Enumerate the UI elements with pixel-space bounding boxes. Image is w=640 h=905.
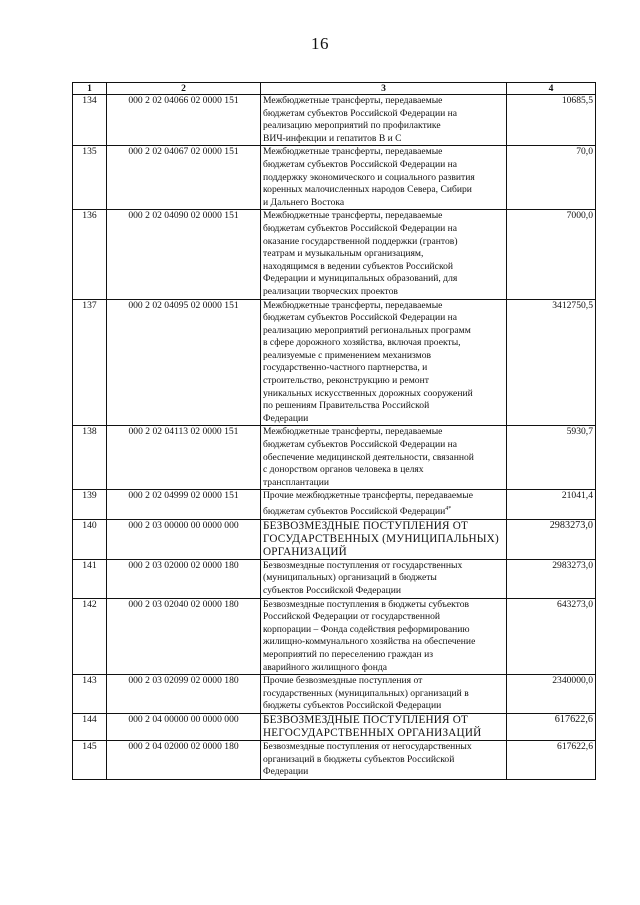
budget-table bbox=[72, 82, 596, 780]
budget-code-text: 000 2 04 00000 00 0000 000 bbox=[128, 713, 239, 725]
row-description-text: БЕЗВОЗМЕЗДНЫЕ ПОСТУПЛЕНИЯ ОТ НЕГОСУДАРСТВЕННЫХ ОРГАНИЗАЦИЙ bbox=[263, 713, 482, 739]
row-number-text: 134 bbox=[82, 95, 97, 106]
row-amount-text: 617622,6 bbox=[557, 740, 593, 752]
row-number bbox=[73, 299, 107, 426]
table-row bbox=[73, 713, 596, 740]
row-description-text: Межбюджетные трансферты, передаваемые бюджетам субъектов Российской Федерации на обеспечение медицинской деятельности, связанной с донорством органов человека в целях трансплантации bbox=[263, 426, 474, 488]
row-description bbox=[261, 146, 507, 210]
footnote-marker: 4* bbox=[445, 506, 452, 512]
budget-code bbox=[107, 598, 261, 675]
table-row bbox=[73, 740, 596, 779]
row-number-text: 140 bbox=[82, 519, 97, 531]
budget-code-text: 000 2 02 04113 02 0000 151 bbox=[128, 426, 239, 438]
budget-code bbox=[107, 146, 261, 210]
budget-code bbox=[107, 210, 261, 299]
row-description bbox=[261, 519, 507, 559]
row-description bbox=[261, 598, 507, 675]
row-amount-text: 21041,4 bbox=[561, 490, 593, 502]
row-number-text: 137 bbox=[82, 299, 97, 311]
table-header-row bbox=[73, 83, 596, 95]
row-number bbox=[73, 598, 107, 675]
budget-code-text: 000 2 02 04999 02 0000 151 bbox=[128, 490, 239, 502]
row-amount-text: 2983273,0 bbox=[549, 519, 593, 531]
row-number-text: 145 bbox=[82, 740, 97, 752]
table-row bbox=[73, 519, 596, 559]
row-number-text: 141 bbox=[82, 559, 97, 571]
row-description-text: Безвозмездные поступления от государственных (муниципальных) организаций в бюджеты субъектов Российской Федерации bbox=[263, 559, 463, 596]
row-amount bbox=[507, 146, 596, 210]
row-description-text: Безвозмездные поступления в бюджеты субъектов Российской Федерации от государственной корпорации – Фонда содействия реформированию жилищно-коммунального хозяйства на обеспечение мероприятий по переселению граждан из аварийного жилищного фонда bbox=[263, 598, 476, 673]
table-row bbox=[73, 299, 596, 426]
row-description bbox=[261, 675, 507, 714]
row-number-text: 143 bbox=[82, 675, 97, 687]
row-amount bbox=[507, 598, 596, 675]
row-number-text: 138 bbox=[82, 426, 97, 438]
budget-code-text: 000 2 02 04066 02 0000 151 bbox=[128, 95, 239, 106]
row-amount-text: 5930,7 bbox=[566, 426, 593, 438]
column-header-3: 3 bbox=[261, 83, 507, 95]
row-amount-text: 3412750,5 bbox=[552, 299, 593, 311]
row-number bbox=[73, 559, 107, 598]
budget-code bbox=[107, 675, 261, 714]
row-description-text: Прочие межбюджетные трансферты, передаваемые бюджетам субъектов Российской Федерации bbox=[263, 490, 473, 518]
page-number: 16 bbox=[311, 34, 329, 53]
row-number-text: 136 bbox=[82, 210, 97, 222]
row-description bbox=[261, 210, 507, 299]
budget-code-text: 000 2 02 04090 02 0000 151 bbox=[128, 210, 239, 222]
row-amount bbox=[507, 210, 596, 299]
row-amount bbox=[507, 490, 596, 519]
row-description bbox=[261, 559, 507, 598]
row-description bbox=[261, 740, 507, 779]
budget-code-text: 000 2 03 00000 00 0000 000 bbox=[128, 519, 239, 531]
row-description bbox=[261, 95, 507, 146]
table-row bbox=[73, 95, 596, 146]
budget-code bbox=[107, 713, 261, 740]
table-row bbox=[73, 559, 596, 598]
budget-code-text: 000 2 02 04095 02 0000 151 bbox=[128, 299, 239, 311]
row-number bbox=[73, 740, 107, 779]
row-number bbox=[73, 426, 107, 490]
row-amount bbox=[507, 740, 596, 779]
budget-code-text: 000 2 02 04067 02 0000 151 bbox=[128, 146, 239, 158]
column-header-1: 1 bbox=[73, 83, 107, 95]
row-number bbox=[73, 519, 107, 559]
table-row bbox=[73, 598, 596, 675]
row-description bbox=[261, 713, 507, 740]
budget-code bbox=[107, 559, 261, 598]
table-row bbox=[73, 490, 596, 519]
row-amount-text: 70,0 bbox=[576, 146, 593, 158]
row-description-text: Межбюджетные трансферты, передаваемые бюджетам субъектов Российской Федерации на реализацию мероприятий по профилактике ВИЧ-инфекции и гепатитов В и С bbox=[263, 95, 458, 144]
budget-code-text: 000 2 03 02000 02 0000 180 bbox=[128, 559, 239, 571]
row-description bbox=[261, 299, 507, 426]
budget-code bbox=[107, 519, 261, 559]
row-amount bbox=[507, 559, 596, 598]
row-amount bbox=[507, 675, 596, 714]
budget-code-text: 000 2 04 02000 02 0000 180 bbox=[128, 740, 239, 752]
row-description bbox=[261, 426, 507, 490]
row-number bbox=[73, 713, 107, 740]
row-number-text: 135 bbox=[82, 146, 97, 158]
row-amount-text: 10685,5 bbox=[561, 95, 593, 106]
table-row bbox=[73, 675, 596, 714]
row-amount bbox=[507, 519, 596, 559]
row-amount bbox=[507, 299, 596, 426]
row-amount bbox=[507, 713, 596, 740]
row-number bbox=[73, 95, 107, 146]
table-row bbox=[73, 210, 596, 299]
row-amount-text: 643273,0 bbox=[557, 598, 593, 610]
row-amount-text: 7000,0 bbox=[566, 210, 593, 222]
row-number bbox=[73, 675, 107, 714]
row-amount-text: 2983273,0 bbox=[552, 559, 593, 571]
row-number-text: 144 bbox=[82, 713, 97, 725]
row-amount-text: 2340000,0 bbox=[552, 675, 593, 687]
row-number bbox=[73, 146, 107, 210]
budget-code bbox=[107, 95, 261, 146]
column-header-4: 4 bbox=[507, 83, 596, 95]
row-number bbox=[73, 490, 107, 519]
table-row bbox=[73, 426, 596, 490]
budget-code bbox=[107, 426, 261, 490]
row-description-text: Прочие безвозмездные поступления от государственных (муниципальных) организаций в бюджеты субъектов Российской Федерации bbox=[263, 675, 469, 712]
budget-code-text: 000 2 03 02040 02 0000 180 bbox=[128, 598, 239, 610]
budget-code bbox=[107, 299, 261, 426]
table-row bbox=[73, 146, 596, 210]
row-number-text: 142 bbox=[82, 598, 97, 610]
budget-code-text: 000 2 03 02099 02 0000 180 bbox=[128, 675, 239, 687]
row-description-text: БЕЗВОЗМЕЗДНЫЕ ПОСТУПЛЕНИЯ ОТ ГОСУДАРСТВЕННЫХ (МУНИЦИПАЛЬНЫХ) ОРГАНИЗАЦИЙ bbox=[263, 519, 499, 558]
row-number-text: 139 bbox=[82, 490, 97, 502]
row-number bbox=[73, 210, 107, 299]
row-amount-text: 617622,6 bbox=[554, 713, 593, 725]
row-amount bbox=[507, 95, 596, 146]
row-amount bbox=[507, 426, 596, 490]
budget-code bbox=[107, 490, 261, 519]
row-description-text: Безвозмездные поступления от негосударственных организаций в бюджеты субъектов Российской Федерации bbox=[263, 740, 472, 778]
row-description-text: Межбюджетные трансферты, передаваемые бюджетам субъектов Российской Федерации на поддержку экономического и социального развития коренных малочисленных народов Севера, Сибири и Дальнего Востока bbox=[263, 146, 475, 208]
row-description-text: Межбюджетные трансферты, передаваемые бюджетам субъектов Российской Федерации на оказание государственной поддержки (грантов) театрам и музыкальным организациям, находящимся в ведении субъектов Российской Федерации и муниципальных образований, для реализации творческих проектов bbox=[263, 210, 458, 297]
column-header-2: 2 bbox=[107, 83, 261, 95]
row-description bbox=[261, 490, 507, 519]
row-description-text: Межбюджетные трансферты, передаваемые бюджетам субъектов Российской Федерации на реализацию мероприятий региональных программ в сфере дорожного хозяйства, включая проекты, реализуемые с применением механизмов государственно-частного партнерства, и строительство, реконструкцию и ремонт уникальных искусственных дорожных сооружений по решениям Правительства Российской Федерации bbox=[263, 299, 473, 424]
budget-code bbox=[107, 740, 261, 779]
